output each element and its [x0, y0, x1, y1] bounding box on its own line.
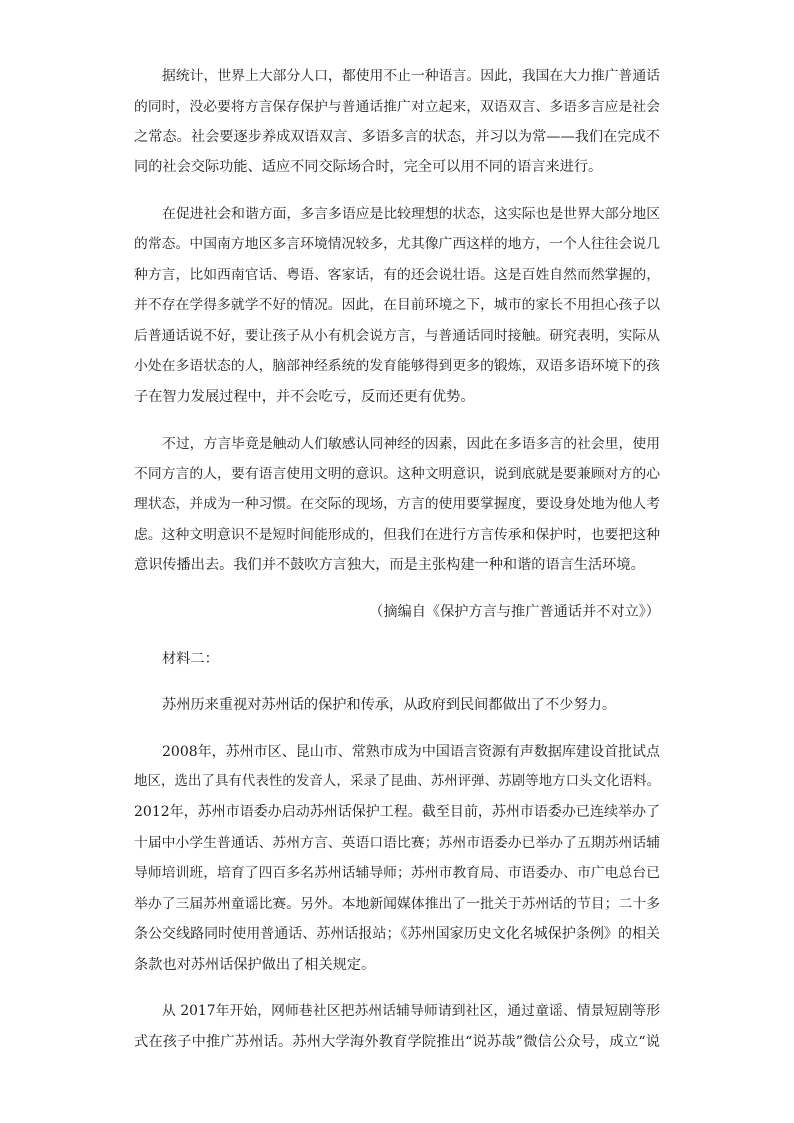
paragraph-2-line: 并不存在学得多就学不好的情况。因此，在目前环境之下，城市的家长不用担心孩子以	[134, 297, 660, 313]
paragraph-5-line: 举办了三届苏州童谣比赛。另外。本地新闻媒体推出了一批关于苏州话的节目；二十多	[134, 896, 660, 912]
paragraph-6-line: 从 2017年开始，网师巷社区把苏州话辅导师请到社区，通过童谣、情景短剧等形	[162, 1003, 660, 1019]
paragraph-3-line: 不过，方言毕竟是触动人们敏感认同神经的因素，因此在多语多言的社会里，使用	[162, 436, 660, 452]
paragraph-5-line: 地区，选出了具有代表性的发音人，采录了昆曲、苏州评弹、苏剧等地方口头文化语料。	[134, 774, 660, 789]
paragraph-1-line: 据统计，世界上大部分人口，都使用不止一种语言。因此，我国在大力推广普通话	[162, 68, 660, 84]
paragraph-2-line: 的常态。中国南方地区多言环境情况较多，尤其像广西这样的地方，一个人往往会说几	[134, 236, 660, 252]
paragraph-3-line: 理状态，并成为一种习惯。在交际的现场，方言的使用要掌握度，要设身处地为他人考	[134, 496, 660, 512]
paragraph-5-line: 2008年，苏州市区、昆山市、常熟市成为中国语言资源有声数据库建设首批试点	[162, 744, 660, 760]
paragraph-5-line: 条公交线路同时使用普通话、苏州话报站；《苏州国家历史文化名城保护条例》的相关	[134, 926, 660, 942]
paragraph-1-line: 的同时，没必要将方言保存保护与普通话推广对立起来，双语双言、多语多言应是社会	[134, 99, 660, 115]
paragraph-1-line: 同的社会交际功能、适应不同交际场合时，完全可以用不同的语言来进行。	[134, 159, 603, 175]
paragraph-3-line: 虑。这种文明意识不是短时间能形成的，但我们在进行方言传承和保护时，也要把这种	[134, 527, 660, 543]
paragraph-2-line: 子在智力发展过程中，并不会吃亏，反而还更有优势。	[134, 389, 475, 405]
paragraph-3-line: 意识传播出去。我们并不鼓吹方言独大，而是主张构建一种和谐的语言生活环境。	[134, 557, 645, 573]
paragraph-6-line: 式在孩子中推广苏州话。苏州大学海外教育学院推出“说苏哉”微信公众号，成立“说	[134, 1034, 660, 1050]
paragraph-5-line: 十届中小学生普通话、苏州方言、英语口语比赛；苏州市语委办已举办了五期苏州话辅	[134, 835, 660, 851]
paragraph-5-line: 导师培训班，培育了四百多名苏州话辅导师；苏州市教育局、市语委办、市广电总台已	[134, 865, 660, 881]
paragraph-5-line: 2012年，苏州市语委办启动苏州话保护工程。截至目前，苏州市语委办已连续举办了	[134, 804, 660, 820]
paragraph-5-line: 条款也对苏州话保护做出了相关规定。	[134, 957, 376, 973]
paragraph-4-line: 苏州历来重视对苏州话的保护和传承，从政府到民间都做出了不少努力。	[162, 697, 617, 713]
material-two-heading: 材料二：	[162, 651, 219, 667]
paragraph-2-line: 在促进社会和谐方面，多言多语应是比较理想的状态，这实际也是世界大部分地区	[162, 206, 660, 222]
paragraph-2-line: 小处在多语状态的人，脑部神经系统的发育能够得到更多的锻炼，双语多语环境下的孩	[134, 358, 660, 374]
paragraph-1-line: 之常态。社会要逐步养成双语双言、多语多言的状态，并习以为常——我们在完成不	[134, 129, 660, 145]
paragraph-3-line: 不同方言的人，要有语言使用文明的意识。这种文明意识，说到底就是要兼顾对方的心	[134, 466, 660, 482]
paragraph-2-line: 种方言，比如西南官话、粤语、客家话，有的还会说壮语。这是百姓自然而然掌握的，	[134, 267, 660, 283]
source-citation: （摘编自《保护方言与推广普通话并不对立》）	[369, 604, 660, 620]
paragraph-2-line: 后普通话说不好，要让孩子从小有机会说方言，与普通话同时接触。研究表明，实际从	[134, 328, 660, 344]
